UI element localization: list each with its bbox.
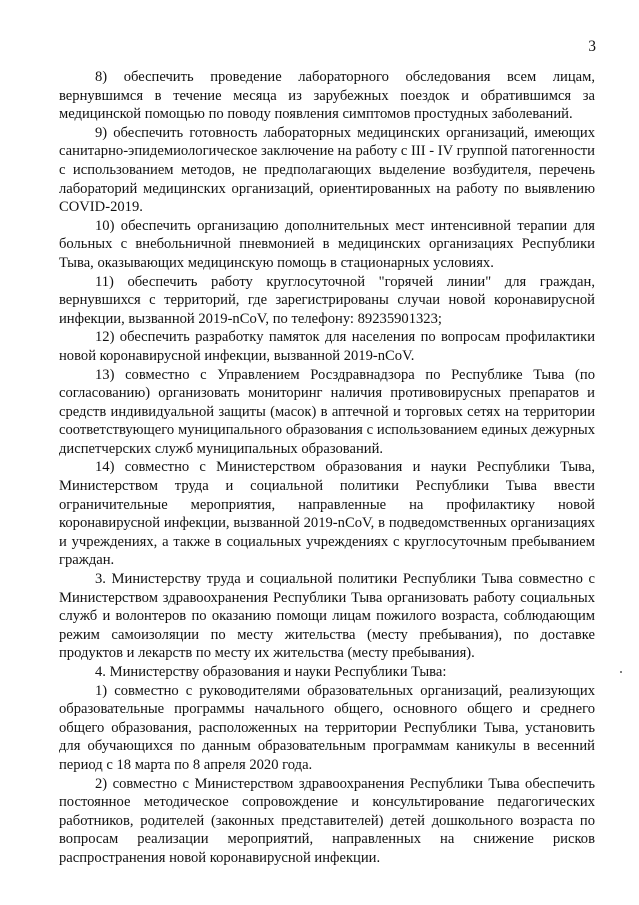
- document-body: [59, 68, 595, 868]
- paragraph-section-4: 4. Министерству образования и науки Республики Тыва:: [95, 664, 447, 680]
- paragraph-item-11: 11) обеспечить работу круглосуточной "горячей линии" для граждан, вернувшихся с территорий, где зарегистрированы случаи новой коронавирусной инфекции, вызванной 2019-nCoV, по телефону: 89235901323;: [59, 273, 595, 327]
- paragraph-item-9: 9) обеспечить готовность лабораторных медицинских организаций, имеющих санитарно-эпидемиологическое заключение на работу с III - IV группой патогенности с использованием методов, не предполагающих выделение возбудителя, перечень лабораторий медицинских организаций, ориентированных на работу по выявлению COVID-2019.: [59, 124, 595, 216]
- page-number: 3: [588, 38, 596, 55]
- paragraph-item-10: 10) обеспечить организацию дополнительных мест интенсивной терапии для больных с внебольничной пневмонией в медицинских организациях Республики Тыва, оказывающих медицинскую помощь в стационарных условиях.: [59, 217, 595, 271]
- paragraph-section-3: 3. Министерству труда и социальной политики Республики Тыва совместно с Министерством здравоохранения Республики Тыва организовать работу социальных служб и волонтеров по оказанию помощи лицам пожилого возраста, соблюдающим режим самоизоляции по месту жительства (месту пребывания), по доставке продуктов и лекарств по месту их жительства (месту пребывания).: [59, 571, 595, 662]
- paragraph-item-13: 13) совместно с Управлением Росздравнадзора по Республике Тыва (по согласованию) организовать мониторинг наличия противовирусных препаратов и средств индивидуальной защиты (масок) в аптечной и торговых сетях на территории соответствующего муниципального образования с использованием единых дежурных диспетчерских служб муниципальных образований.: [59, 366, 595, 457]
- paragraph-section-4-item-2: 2) совместно с Министерством здравоохранения Республики Тыва обеспечить постоянное методическое сопровождение и консультирование педагогических работников, родителей (законных представителей) детей дошкольного возраста по вопросам реализации мероприятий, направленных на снижение рисков распространения новой коронавирусной инфекции.: [59, 775, 595, 866]
- paragraph-item-12: 12) обеспечить разработку памяток для населения по вопросам профилактики новой коронавирусной инфекции, вызванной 2019-nCoV.: [59, 329, 595, 364]
- scan-artifact-dot: [620, 671, 622, 673]
- paragraph-item-8: 8) обеспечить проведение лабораторного обследования всем лицам, вернувшимся в течение месяца из зарубежных поездок и обратившимся за медицинской помощью по поводу появления симптомов простудных заболеваний.: [59, 69, 595, 123]
- paragraph-section-4-item-1: 1) совместно с руководителями образовательных организаций, реализующих образовательные программы начального общего, основного общего и среднего общего образования, расположенных на территории Республики Тыва, установить для обучающихся по данным образовательным программам каникулы в весенний период с 18 марта по 8 апреля 2020 года.: [59, 682, 595, 773]
- paragraph-item-14: 14) совместно с Министерством образования и науки Республики Тыва, Министерством труда и социальной политики Республики Тыва ввести ограничительные мероприятия, направленные на профилактику новой коронавирусной инфекции, вызванной 2019-nCoV, в подведомственных организациях и учреждениях, а также в социальных учреждениях с круглосуточным пребыванием граждан.: [59, 459, 595, 569]
